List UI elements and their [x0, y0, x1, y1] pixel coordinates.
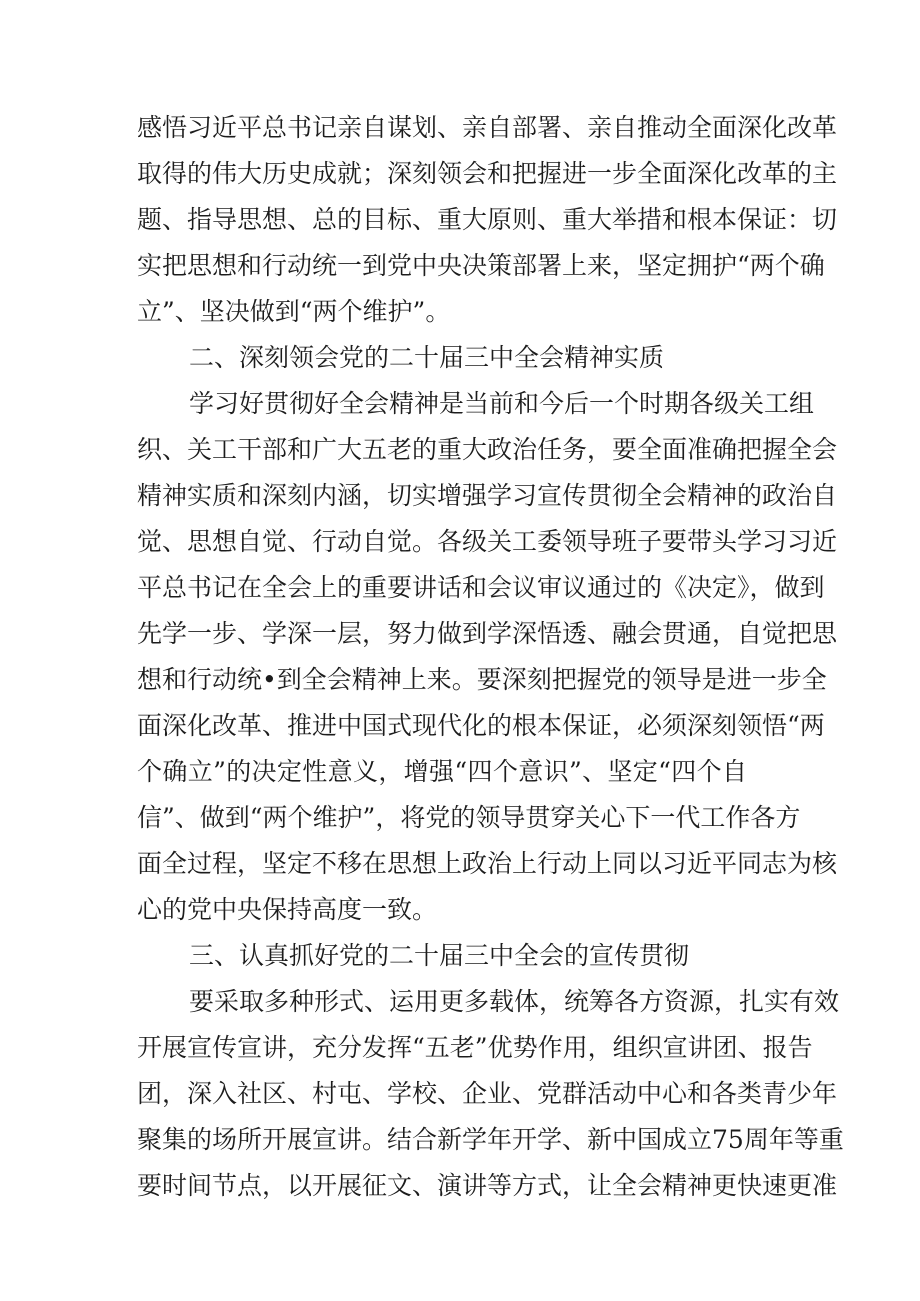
paragraph-line: 聚集的场所开展宣讲。结合新学年开学、新中国成立75周年等重: [137, 1125, 844, 1154]
paragraph-line: 个确立”的决定性意义，增强“四个意识”、坚定“四个自: [137, 757, 748, 786]
paragraph-line: 精神实质和深刻内涵，切实增强学习宣传贯彻全会精神的政治自: [137, 481, 838, 510]
paragraph-line: 立”、坚决做到“两个维护”。: [137, 297, 451, 326]
paragraph-line: 先学一步、学深一层，努力做到学深悟透、融会贯通，自觉把思: [137, 619, 838, 648]
paragraph-line: 开展宣传宣讲，充分发挥“五老”优势作用，组织宣讲团、报告: [137, 1033, 813, 1062]
paragraph-line: 信”、做到“两个维护”，将党的领导贯穿关心下一代工作各方: [137, 803, 801, 832]
paragraph-line: 面全过程，坚定不移在思想上政治上行动上同以习近平同志为核: [137, 849, 838, 878]
paragraph-line: 感悟习近平总书记亲自谋划、亲自部署、亲自推动全面深化改革: [137, 113, 838, 142]
paragraph-line: 心的党中央保持高度一致。: [137, 895, 438, 924]
paragraph-line: 平总书记在全会上的重要讲话和会议审议通过的《决定》，做到: [137, 573, 825, 602]
paragraph-line: 实把思想和行动统一到党中央决策部署上来，坚定拥护“两个确: [137, 251, 825, 280]
paragraph-line: 题、指导思想、总的目标、重大原则、重大举措和根本保证：切: [137, 205, 838, 234]
section-heading: 二、深刻领会党的二十届三中全会精神实质: [189, 343, 665, 372]
paragraph-line: 要采取多种形式、运用更多载体，统筹各方资源，扎实有效: [189, 987, 840, 1016]
paragraph-line: 学习好贯彻好全会精神是当前和今后一个时期各级关工组: [189, 389, 815, 418]
paragraph-line: 要时间节点，以开展征文、演讲等方式，让全会精神更快速更准: [137, 1171, 838, 1200]
paragraph-line: 面深化改革、推进中国式现代化的根本保证，必须深刻领悟“两: [137, 711, 825, 740]
section-heading: 三、认真抓好党的二十届三中全会的宣传贯彻: [189, 941, 690, 970]
paragraph-line: 想和行动统•到全会精神上来。要深刻把握党的领导是进一步全: [137, 665, 827, 694]
paragraph-line: 团，深入社区、村屯、学校、企业、党群活动中心和各类青少年: [137, 1079, 838, 1108]
paragraph-line: 织、关工干部和广大五老的重大政治任务，要全面准确把握全会: [137, 435, 838, 464]
paragraph-line: 觉、思想自觉、行动自觉。各级关工委领导班子要带头学习习近: [137, 527, 838, 556]
paragraph-line: 取得的伟大历史成就；深刻领会和把握进一步全面深化改革的主: [137, 159, 838, 188]
